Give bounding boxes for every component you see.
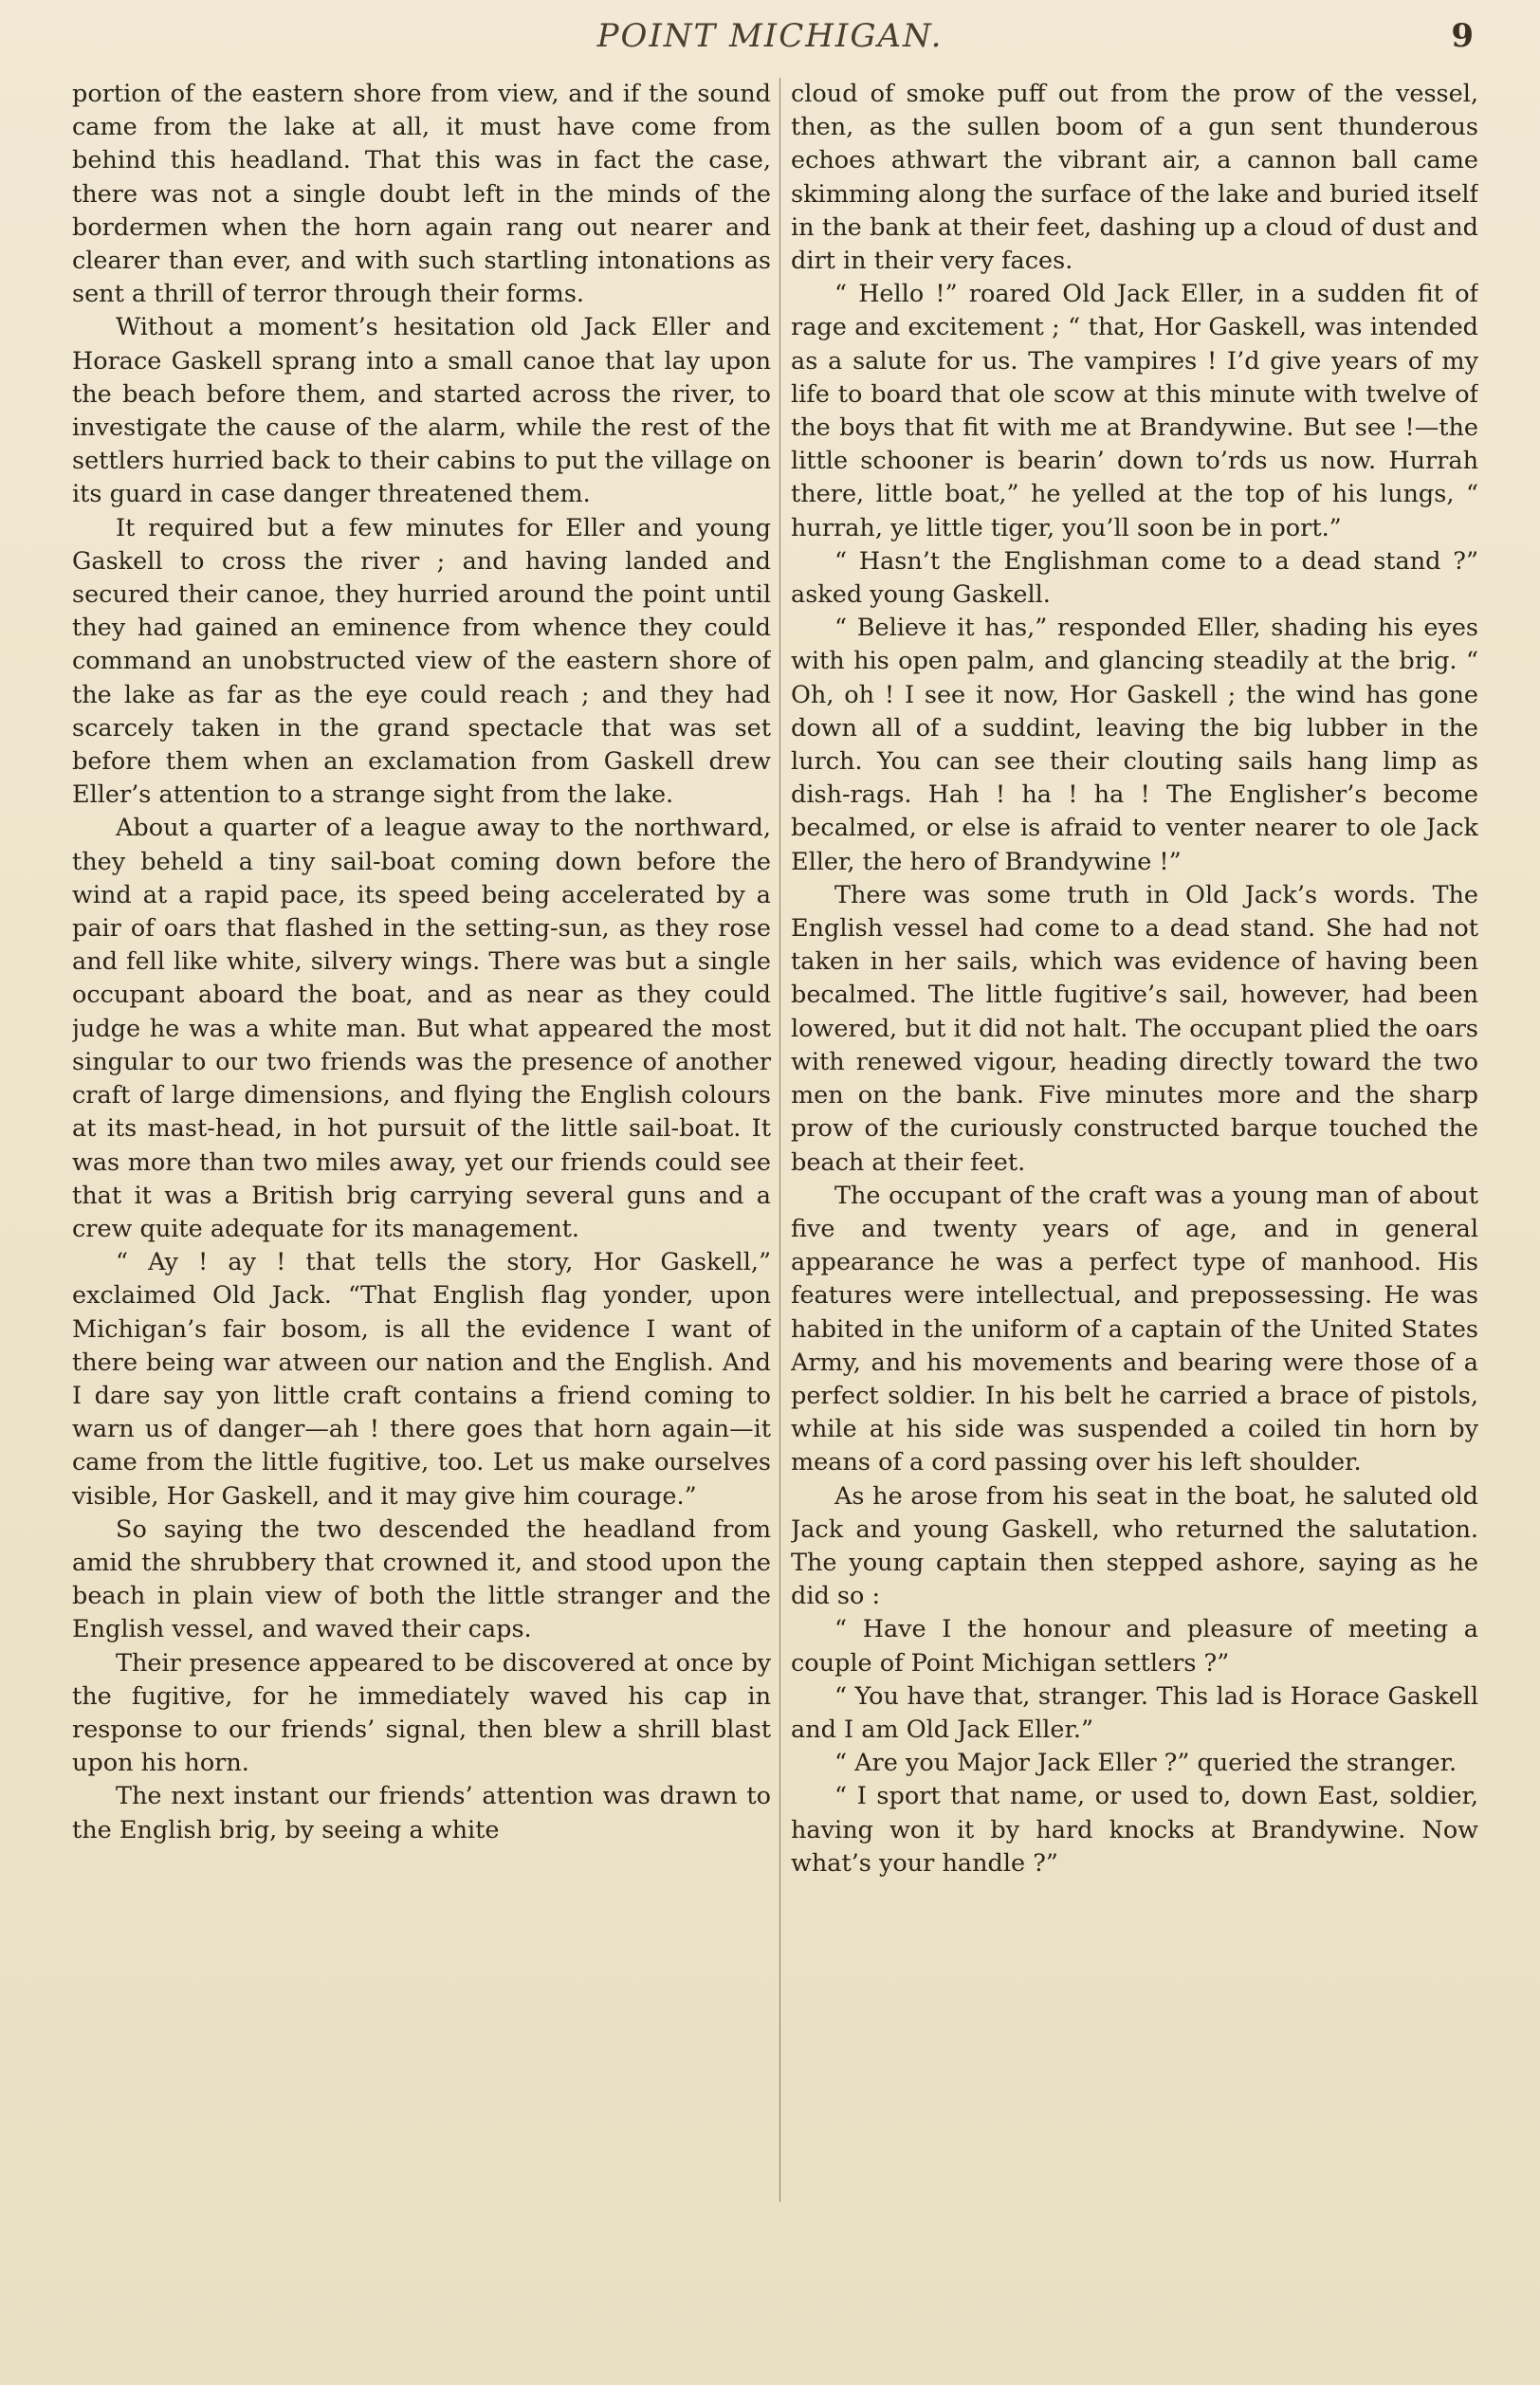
paragraph: “ Have I the honour and pleasure of meeting a couple of Point Michigan settlers ?” <box>791 1615 1478 1678</box>
paragraph: “ Hello !” roared Old Jack Eller, in a sudden fit of rage and excitement ; “ that, Hor Gaskell, was intended as a salute for us. The vampires ! I’d give years of my life to board that ole scow at this minute with twelve of the boys that fit with me at Brandywine. But see !—the little schooner is bearin’ down to’rds us now. Hurrah there, little boat,” he yelled at the top of his lungs, “ hurrah, ye little tiger, you’ll soon be in port.” <box>791 280 1478 542</box>
column-divider <box>779 78 780 2202</box>
paragraph: “ Hasn’t the Englishman come to a dead stand ?” asked young Gaskell. <box>791 546 1478 610</box>
paragraph: “ You have that, stranger. This lad is Horace Gaskell and I am Old Jack Eller.” <box>791 1681 1478 1744</box>
page-number: 9 <box>1451 17 1474 55</box>
paragraph: So saying the two descended the headland from amid the shrubbery that crowned it, and stood upon the beach in plain view of both the little stranger and the English vessel, and waved their caps. <box>72 1514 771 1644</box>
paragraph: Their presence appeared to be discovered at once by the fugitive, for he immediately waved his cap in response to our friends’ signal, then blew a shrill blast upon his horn. <box>72 1648 771 1778</box>
paragraph: As he arose from his seat in the boat, he saluted old Jack and young Gaskell, who returned the salutation. The young captain then stepped ashore, saying as he did so : <box>791 1481 1478 1611</box>
right-column <box>791 78 1478 2211</box>
paragraph: “ I sport that name, or used to, down East, soldier, having won it by hard knocks at Brandywine. Now what’s your handle ?” <box>791 1782 1478 1878</box>
paragraph: About a quarter of a league away to the northward, they beheld a tiny sail-boat coming down before the wind at a rapid pace, its speed being accelerated by a pair of oars that flashed in the setting-sun, as they rose and fell like white, silvery wings. There was but a single occupant aboard the boat, and as near as they could judge he was a white man. But what appeared the most singular to our two friends was the presence of another craft of large dimensions, and flying the English colours at its mast-head, in hot pursuit of the little sail-boat. It was more than two miles away, yet our friends could see that it was a British brig carrying several guns and a crew quite adequate for its management. <box>72 814 771 1243</box>
paragraph: There was some truth in Old Jack’s words. The English vessel had come to a dead stand. She had not taken in her sails, which was evidence of having been becalmed. The little fugitive’s sail, however, had been lowered, but it did not halt. The occupant plied the oars with renewed vigour, heading directly toward the two men on the bank. Five minutes more and the sharp prow of the curiously constructed barque touched the beach at their feet. <box>791 880 1478 1177</box>
paragraph: portion of the eastern shore from view, and if the sound came from the lake at all, it must have come from behind this headland. That this was in fact the case, there was not a single doubt left in the minds of the bordermen when the horn again rang out nearer and clearer than ever, and with such startling intonations as sent a thrill of terror through their forms. <box>72 80 771 309</box>
paragraph: cloud of smoke puff out from the prow of the vessel, then, as the sullen boom of a gun sent thunderous echoes athwart the vibrant air, a cannon ball came skimming along the surface of the lake and buried itself in the bank at their feet, dashing up a cloud of dust and dirt in their very faces. <box>791 80 1478 276</box>
paragraph: “ Ay ! ay ! that tells the story, Hor Gaskell,” exclaimed Old Jack. “That English flag yonder, upon Michigan’s fair bosom, is all the evidence I want of there being war atween our nation and the English. And I dare say yon little craft contains a friend coming to warn us of danger—ah ! there goes that horn again—it came from the little fugitive, too. Let us make ourselves visible, Hor Gaskell, and it may give him courage.” <box>72 1248 771 1511</box>
paragraph: It required but a few minutes for Eller and young Gaskell to cross the river ; and having landed and secured their canoe, they hurried around the point until they had gained an eminence from whence they could command an unobstructed view of the eastern shore of the lake as far as the eye could reach ; and they had scarcely taken in the grand spectacle that was set before them when an exclamation from Gaskell drew Eller’s attention to a strange sight from the lake. <box>72 513 771 810</box>
paragraph: “ Believe it has,” responded Eller, shading his eyes with his open palm, and glancing steadily at the brig. “ Oh, oh ! I see it now, Hor Gaskell ; the wind has gone down all of a suddint, leaving the big lubber in the lurch. You can see their clouting sails hang limp as dish-rags. Hah ! ha ! ha ! The Englisher’s become becalmed, or else is afraid to venter nearer to ole Jack Eller, the hero of Brandywine !” <box>791 614 1478 876</box>
paragraph: “ Are you Major Jack Eller ?” queried the stranger. <box>834 1749 1458 1778</box>
page-header <box>0 17 1540 64</box>
left-column <box>72 78 771 2211</box>
paragraph: The next instant our friends’ attention was drawn to the English brig, by seeing a white <box>72 1782 771 1844</box>
paragraph: Without a moment’s hesitation old Jack Eller and Horace Gaskell sprang into a small canoe that lay upon the beach before them, and started across the river, to investigate the cause of the alarm, while the rest of the settlers hurried back to their cabins to put the village on its guard in case danger threatened them. <box>72 313 771 509</box>
paragraph: The occupant of the craft was a young man of about five and twenty years of age, and in general appearance he was a perfect type of manhood. His features were intellectual, and prepossessing. He was habited in the uniform of a captain of the United States Army, and his movements and bearing were those of a perfect soldier. In his belt he carried a brace of pistols, while at his side was suspended a coiled tin horn by means of a cord passing over his left shoulder. <box>791 1181 1478 1477</box>
running-title: POINT MICHIGAN. <box>596 17 944 55</box>
